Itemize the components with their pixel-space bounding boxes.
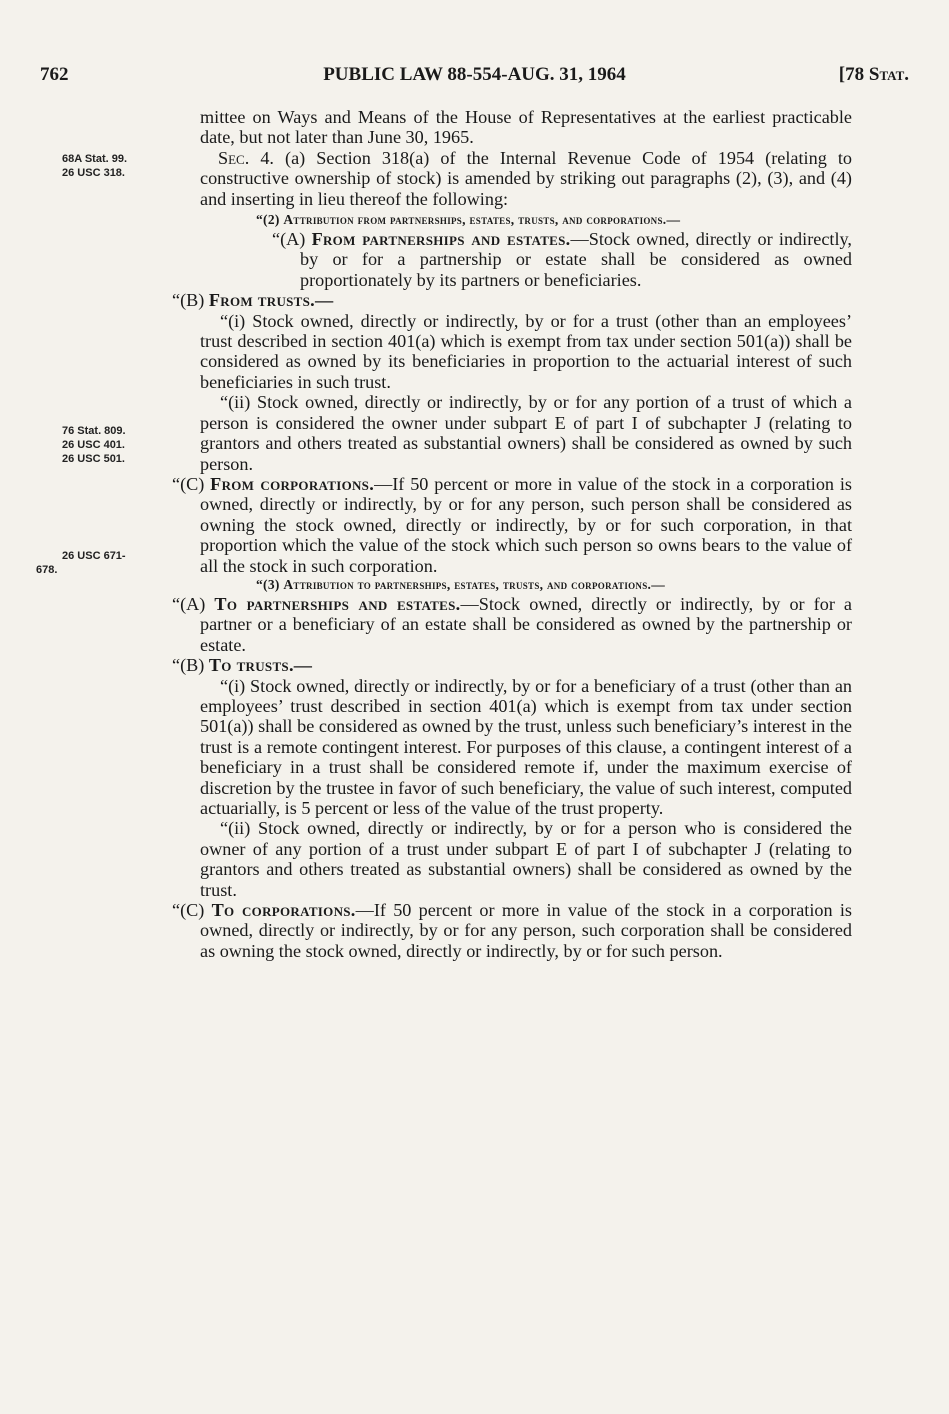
page-number: 762 [40, 64, 69, 85]
clause-2B-ii: “(ii) Stock owned, directly or indirectly, by or for any portion of a trust of which a person is considered the owner under subpart E of part I of subchapter J (relating to grantors and others treated as substantial owners) shall be considered as owned by such person. [200, 392, 852, 474]
heading-title: Attribution to partnerships, estates, trusts, and corporations.— [283, 576, 665, 592]
margin-note-line: 678. [36, 564, 58, 576]
subparagraph-text: —Stock owned, directly or indirectly, by or for a partner or a beneficiary of an estate shall be considered as owned by the partnership or estate. [200, 593, 853, 655]
subparagraph-3B-heading [172, 655, 852, 676]
section-label: Sec. 4. [218, 147, 274, 168]
document-body [172, 107, 853, 961]
paragraph-continuation: mittee on Ways and Means of the House of Representatives at the earliest practicable date, but not later than June 30, 1965. [200, 107, 852, 148]
subparagraph-title: To corporations. [211, 900, 356, 921]
subparagraph-2C [172, 473, 853, 576]
subparagraph-2A [272, 229, 852, 290]
subparagraph-number: “(B) [172, 655, 209, 676]
margin-note-line: 26 USC 318. [62, 167, 125, 179]
subparagraph-title: From corporations. [210, 473, 375, 494]
heading-paragraph-3 [200, 576, 852, 594]
clause-3B-ii: “(ii) Stock owned, directly or indirectly, by or for a person who is considered the owner of any portion of a trust under subpart E of part I of subchapter J (relating to grantors and others treated as substantial owners) shall be considered as owned by the trust. [200, 818, 852, 900]
margin-note-line: 68A Stat. 99. [62, 153, 128, 165]
subparagraph-number: “(A) [272, 229, 312, 250]
heading-number: “(2) [256, 212, 284, 228]
subparagraph-title: To partnerships and estates. [214, 593, 461, 614]
margin-note-line: 26 USC 401. [62, 439, 125, 451]
subparagraph-number: “(C) [172, 900, 212, 921]
margin-note-line: 26 USC 671- [62, 550, 126, 562]
statute-citation: [78 Stat. [838, 64, 909, 85]
running-title: PUBLIC LAW 88-554-AUG. 31, 1964 [323, 64, 626, 85]
margin-note-line: 76 Stat. 809. [62, 425, 126, 437]
subparagraph-3A [172, 593, 853, 655]
subparagraph-3C [172, 900, 852, 961]
margin-note-sections-671-678 [36, 549, 146, 577]
subparagraph-text: —Stock owned, directly or indirectly, by or for a partnership or estate shall be considered as owned proportionately by its partners or beneficiaries. [300, 229, 852, 290]
subparagraph-text: —If 50 percent or more in value of the stock in a corporation is owned, directly or indirectly, by or for any person, such person shall be considered as owning the stock owned, directly or indirectly, by or for such corporation, in that proportion which the value of the stock which such person so owns bears to the value of all the stock in such corporation. [200, 473, 853, 576]
page-header [40, 64, 909, 90]
subparagraph-title: From trusts.— [208, 290, 334, 311]
subparagraph-text: —If 50 percent or more in value of the stock in a corporation is owned, directly or indirectly, by or for any person, such corporation shall be considered as owning the stock owned, directly or indirectly, by or for such person. [200, 900, 852, 961]
heading-paragraph-2 [200, 211, 852, 229]
subparagraph-number: “(B) [172, 290, 209, 311]
subparagraph-number: “(A) [172, 593, 215, 614]
heading-number: “(3) [256, 576, 284, 592]
subparagraph-number: “(C) [172, 473, 211, 494]
subparagraph-title: To trusts.— [208, 655, 313, 676]
subparagraph-2B-heading [172, 290, 852, 311]
subparagraph-title: From partnerships and estates. [311, 229, 571, 250]
margin-note-line: 26 USC 501. [62, 453, 125, 465]
margin-note-section-318 [62, 152, 172, 180]
heading-title: Attribution from partnerships, estates, trusts, and corporations.— [283, 212, 681, 228]
clause-2B-i: “(i) Stock owned, directly or indirectly, by or for a trust (other than an employees’ trust described in section 401(a) which is exempt from tax under section 501(a)) shall be considered as owned by its beneficiaries in proportion to the actuarial interest of such beneficiaries in such trust. [200, 310, 852, 392]
margin-note-sections-401-501 [62, 424, 172, 466]
section-4-text: (a) Section 318(a) of the Internal Revenue Code of 1954 (relating to constructive ownership of stock) is amended by striking out paragraphs (2), (3), and (4) and inserting in lieu thereof the following: [200, 147, 852, 209]
section-4-paragraph [200, 148, 852, 209]
clause-3B-i: “(i) Stock owned, directly or indirectly, by or for a beneficiary of a trust (other than an employees’ trust described in section 401(a) which is exempt from tax under section 501(a)) shall be considered as owned by the trust, unless such beneficiary’s interest in the trust is a remote contingent interest. For purposes of this clause, a contingent interest of a beneficiary in a trust shall be considered remote if, under the maximum exercise of discretion by the trustee in favor of such beneficiary, the value of such interest, computed actuarially, is 5 percent or less of the value of the trust property. [200, 675, 852, 818]
